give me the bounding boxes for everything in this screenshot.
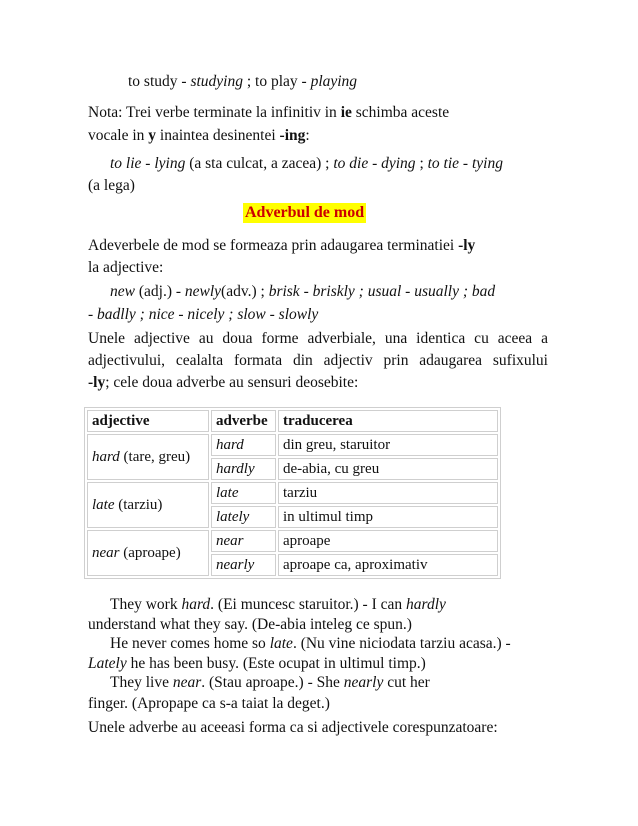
text: They live [110, 674, 173, 691]
two-forms-line-2: adjectivului, cealalta formata din adjectiv prin adaugarea sufixului [88, 352, 548, 369]
translation-cell: tarziu [278, 482, 498, 504]
example-sentence-6 [88, 693, 330, 714]
column-header: traducerea [278, 410, 498, 432]
adverb-cell [211, 554, 276, 576]
text: . (Ei muncesc staruitor.) - I can [210, 596, 407, 613]
text-italic: hard [181, 596, 211, 613]
formation-line-1 [88, 235, 475, 256]
text-italic: hard [216, 437, 244, 453]
text: (aproape) [119, 545, 181, 561]
table-header-row [87, 410, 498, 432]
formation-line-2 [88, 257, 163, 278]
two-forms-line-1: Unele adjective au doua forme adverbiale, una identica cu aceea a [88, 330, 548, 347]
lie-die-tie-line-2 [88, 175, 135, 196]
example-sentence-5 [110, 672, 430, 693]
text-italic: hardly [406, 596, 446, 613]
adjective-cell [87, 482, 209, 528]
text: ; cele doua adverbe au sensuri deosebite: [105, 374, 359, 391]
example-sentence-1 [110, 594, 446, 615]
adverb-cell [211, 506, 276, 528]
text-bold: -ing [279, 127, 306, 144]
text: He never comes home so [110, 635, 270, 652]
lie-die-tie-line-1 [110, 153, 503, 174]
text-italic: late [269, 635, 293, 652]
example-sentence-2 [88, 614, 412, 635]
text: : [305, 127, 310, 144]
adverb-cell [211, 482, 276, 504]
adjective-cell [87, 434, 209, 480]
text-italic: nearly [216, 557, 255, 573]
adverb-cell [211, 458, 276, 480]
text-bold: -ly [88, 374, 106, 391]
text-bold: ie [340, 104, 352, 121]
text-italic: playing [310, 73, 358, 90]
table-row [87, 530, 498, 552]
text-bold: -ly [458, 237, 476, 254]
text-italic: Lately [88, 655, 127, 672]
closing-line: Unele adverbe au aceeasi forma ca si adjectivele corespunzatoare: [88, 719, 498, 736]
text-italic: to die - dying [333, 155, 416, 172]
translation-cell: de-abia, cu greu [278, 458, 498, 480]
adverb-cell [211, 434, 276, 456]
text-italic: to lie - lying [110, 155, 186, 172]
translation-cell: aproape ca, aproximativ [278, 554, 498, 576]
text-italic: new [110, 283, 135, 300]
table-row [87, 434, 498, 456]
text-italic: studying [190, 73, 243, 90]
text: (adj.) - [134, 283, 185, 300]
text: la adjective: [88, 259, 164, 276]
note-line-1 [88, 102, 449, 123]
text-italic: hardly [216, 461, 255, 477]
two-forms-line-3 [88, 372, 358, 393]
translation-cell: aproape [278, 530, 498, 552]
text: . (Nu vine niciodata tarziu acasa.) - [292, 635, 511, 652]
text-italic: near [172, 674, 202, 691]
text-italic: newly [184, 283, 222, 300]
text-italic: late [216, 485, 239, 501]
column-header: adjective [87, 410, 209, 432]
text: (tarziu) [114, 497, 163, 513]
text: They work [110, 596, 182, 613]
text-italic: - badlly ; nice - nicely ; slow - slowly [88, 306, 319, 323]
text: (a lega) [88, 177, 135, 194]
translation-cell: in ultimul timp [278, 506, 498, 528]
text: ; [415, 155, 428, 172]
table-row [87, 482, 498, 504]
text: schimba aceste [351, 104, 450, 121]
text: ; to play - [242, 73, 311, 90]
text: (a sta culcat, a zacea) ; [185, 155, 334, 172]
adverb-cell [211, 530, 276, 552]
adverb-table [84, 407, 501, 579]
text-italic: hard [92, 449, 120, 465]
text-italic: near [216, 533, 244, 549]
text: understand what they say. (De-abia inteleg ce spun.) [88, 616, 412, 633]
text: (tare, greu) [119, 449, 191, 465]
text: Adeverbele de mod se formeaza prin adaugarea terminatiei [88, 237, 459, 254]
text-italic: brisk - briskly ; usual - usually ; bad [268, 283, 496, 300]
text: he has been busy. (Este ocupat in ultimul timp.) [126, 655, 426, 672]
note-line-2 [88, 125, 310, 146]
text: . (Stau aproape.) - She [201, 674, 344, 691]
text: inaintea desinentei [156, 127, 280, 144]
example-sentence-3 [110, 633, 511, 654]
text: Nota: Trei verbe terminate la infinitiv in [88, 104, 341, 121]
example-sentence-4 [88, 653, 426, 674]
text: cut her [383, 674, 430, 691]
text-bold: y [148, 127, 157, 144]
example-study-play [128, 71, 357, 92]
adjective-cell [87, 530, 209, 576]
text: to study - [128, 73, 191, 90]
text-italic: near [92, 545, 120, 561]
adverb-examples-line-2 [88, 304, 318, 325]
text-italic: to tie - tying [427, 155, 503, 172]
column-header: adverbe [211, 410, 276, 432]
translation-cell: din greu, staruitor [278, 434, 498, 456]
text-italic: late [92, 497, 115, 513]
text: finger. (Apropape ca s-a taiat la deget.) [88, 695, 330, 712]
section-heading: Adverbul de mod [245, 204, 365, 221]
adverb-examples-line-1 [110, 281, 495, 302]
text-italic: lately [216, 509, 250, 525]
text: vocale in [88, 127, 149, 144]
text: (adv.) ; [221, 283, 269, 300]
text-italic: nearly [343, 674, 384, 691]
